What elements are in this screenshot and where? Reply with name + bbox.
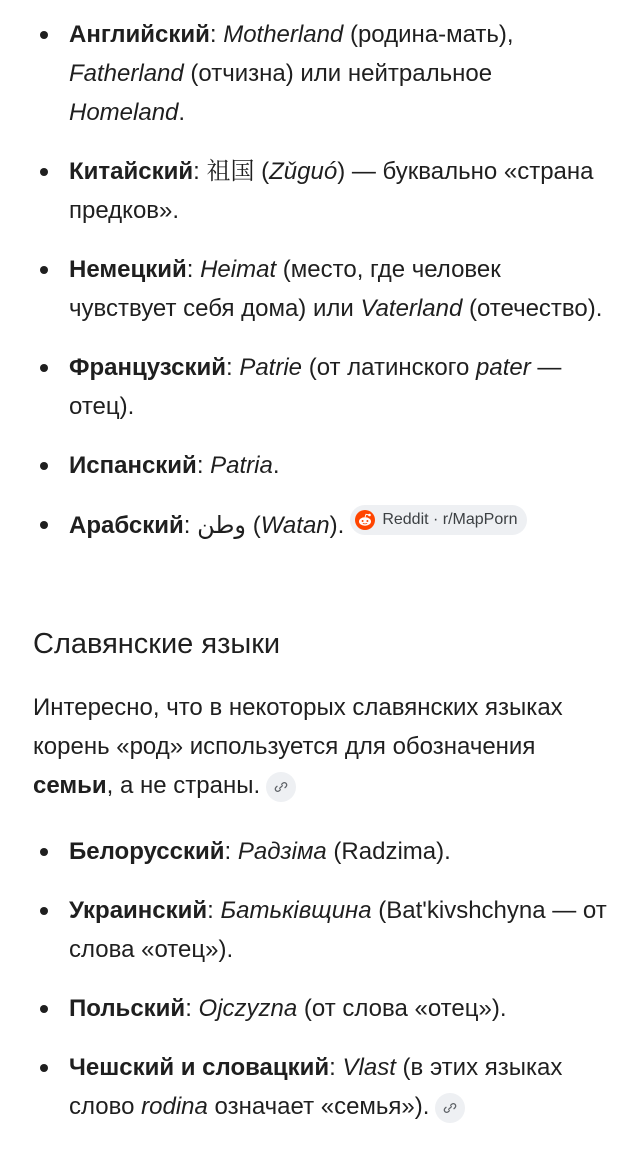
language-name: Украинский xyxy=(69,897,208,924)
language-name: Французский xyxy=(69,354,226,381)
section-intro: Интересно, что в некоторых славянских языках корень «род» используется для обозначения семьи, а не страны. xyxy=(33,688,613,805)
language-list-main xyxy=(0,15,640,545)
list-item: Испанский: Patria. xyxy=(0,446,640,485)
citation-link-button[interactable] xyxy=(435,1093,465,1123)
list-item: Польский: Ojczyzna (от слова «отец»). xyxy=(0,989,640,1028)
language-list-slavic xyxy=(0,832,640,1126)
language-name: Испанский xyxy=(69,452,197,479)
list-item: Украинский: Батьківщина (Bat'kivshchyna — от слова «отец»). xyxy=(0,891,640,969)
list-item: Китайский: 祖国 (Zǔguó) — буквально «страна предков». xyxy=(0,152,640,230)
list-item: Чешский и словацкий: Vlast (в этих языках слово rodina означает «семья»). xyxy=(0,1048,640,1126)
list-item: Английский: Motherland (родина-мать), Fatherland (отчизна) или нейтральное Homeland. xyxy=(0,15,640,132)
language-name: Чешский и словацкий xyxy=(69,1054,330,1081)
source-chip-reddit[interactable]: Reddit · r/MapPorn xyxy=(350,505,527,535)
section-heading: Славянские языки xyxy=(33,628,281,660)
list-item: Арабский: وطن (Watan). Reddit · r/MapPorn xyxy=(0,505,640,545)
language-name: Белорусский xyxy=(69,838,225,865)
language-name: Английский xyxy=(69,21,210,48)
language-name: Немецкий xyxy=(69,256,187,283)
link-icon xyxy=(273,779,289,795)
list-item: Немецкий: Heimat (место, где человек чувствует себя дома) или Vaterland (отечество). xyxy=(0,250,640,328)
link-icon xyxy=(442,1100,458,1116)
reddit-logo-icon xyxy=(354,509,376,531)
citation-link-button[interactable] xyxy=(266,772,296,802)
list-item: Французский: Patrie (от латинского pater — отец). xyxy=(0,348,640,426)
language-name: Китайский xyxy=(69,158,194,185)
list-item: Белорусский: Радзіма (Radzima). xyxy=(0,832,640,871)
language-name: Польский xyxy=(69,995,186,1022)
language-name: Арабский xyxy=(69,512,184,539)
